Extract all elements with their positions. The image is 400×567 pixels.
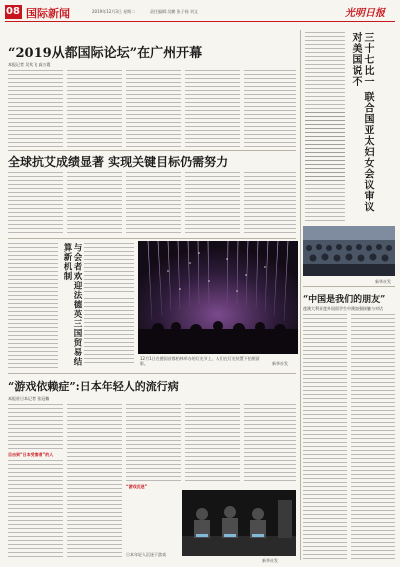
trade-text-col-2 xyxy=(84,243,134,295)
forum-text-col-3 xyxy=(126,70,181,148)
aids-text-col-5 xyxy=(244,172,296,234)
byline-gaming: 本报驻日本记者 张冠楠 xyxy=(8,396,50,401)
divider-right xyxy=(303,286,395,287)
aids-text-col-1 xyxy=(8,172,63,234)
audience-photo xyxy=(303,226,395,276)
divider-aids xyxy=(8,238,296,239)
china-text-col-2 xyxy=(351,314,395,560)
audience-photo-credit: 新华社发 xyxy=(375,279,391,284)
audience-image xyxy=(303,226,395,276)
light-festival-photo xyxy=(138,241,298,354)
gaming-text-col-1b xyxy=(8,460,63,560)
gaming-text-col-3 xyxy=(126,404,181,482)
divider-forum xyxy=(8,150,296,151)
forum-text-col-2 xyxy=(67,70,122,148)
header-rule xyxy=(5,21,395,22)
forum-text-col-1 xyxy=(8,70,63,148)
gaming-photo-credit: 新华社发 xyxy=(262,558,278,563)
forum-text-col-4 xyxy=(185,70,240,148)
forum-text-col-5 xyxy=(244,70,296,148)
divider-vertical xyxy=(300,30,301,560)
aids-text-col-4 xyxy=(185,172,240,234)
gaming-text-col-4 xyxy=(185,404,240,482)
aids-text-col-2 xyxy=(67,172,122,234)
divider-middle xyxy=(8,373,296,374)
light-photo-caption: 12月1日在德国首都柏林举办的灯光节上，人们在灯光装置下拍照留影。 xyxy=(140,356,260,366)
gaming-photo-caption: 日本年轻人沉迷于游戏 xyxy=(126,552,166,557)
headline-china-friend: “中国是我们的朋友” xyxy=(303,295,386,305)
gaming-subhead: 目击到“日本受害者”的人 xyxy=(8,452,54,457)
gaming-text-col-2 xyxy=(67,404,122,560)
light-festival-image xyxy=(138,241,298,354)
light-photo-credit: 新华社发 xyxy=(272,361,288,366)
masthead xyxy=(0,0,400,26)
gaming-text-col-1 xyxy=(8,404,63,450)
subtitle-china-friend: 莲澳大利亚莲外国留学生中澳加强接触与对话 xyxy=(303,306,383,311)
gaming-subhead-2: “游戏沉迷” xyxy=(126,484,148,489)
section-title: 国际新闻 xyxy=(26,7,70,20)
headline-women: 三十七比一 联合国亚太妇女会议审议对美国说不 xyxy=(350,32,373,213)
china-text-col-1 xyxy=(303,314,347,560)
trade-text-col-3 xyxy=(84,298,134,366)
gaming-text-col-5 xyxy=(244,404,296,482)
editors-line: 责任编辑:吴鹏 张子扬 刘文 xyxy=(150,9,198,14)
headline-aids: 全球抗艾成绩显著 实现关键目标仍需努力 xyxy=(8,155,229,169)
aids-text-col-3 xyxy=(126,172,181,234)
brand-logo: 光明日报 xyxy=(345,8,385,19)
byline-forum: 本报记者 吴兆飞 高万霞 xyxy=(8,62,51,67)
gaming-image xyxy=(182,490,296,556)
date-line: 2019年12月3日 星期二 xyxy=(92,9,136,14)
headline-trade: 与会者欢迎法德英三国贸易结算新机制 xyxy=(62,243,82,367)
page-number: 08 xyxy=(6,6,20,17)
trade-text-col-1 xyxy=(8,243,58,368)
gaming-photo xyxy=(182,490,296,556)
headline-forum: “2019从都国际论坛”在广州开幕 xyxy=(8,46,203,61)
women-text-col-2 xyxy=(305,112,345,182)
headline-gaming: “游戏依赖症”:日本年轻人的流行病 xyxy=(8,380,179,393)
